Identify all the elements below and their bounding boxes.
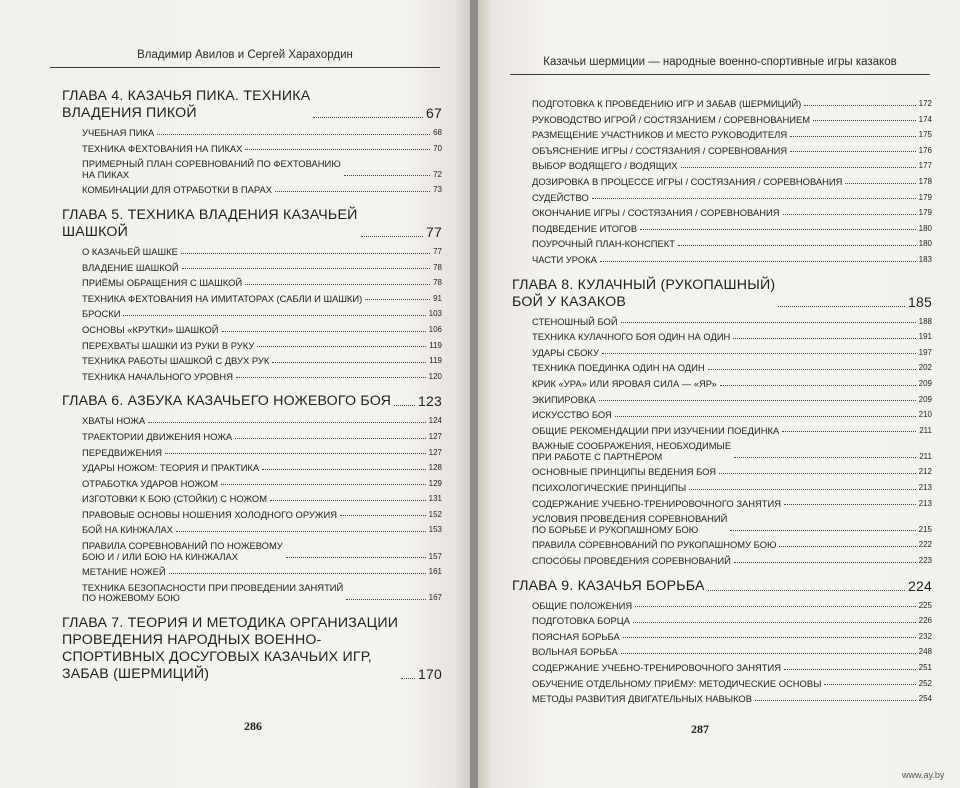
entry-title: МЕТАНИЕ НОЖЕЙ <box>82 566 166 578</box>
leader-dots <box>394 405 415 406</box>
entry-title: ДОЗИРОВКА В ПРОЦЕССЕ ИГРЫ / СОСТЯЗАНИЯ / СОРЕВНОВАНИЯ <box>532 175 843 187</box>
entry-page-number: 178 <box>918 176 932 186</box>
chapter-title: ГЛАВА 7. ТЕОРИЯ И МЕТОДИКА ОРГАНИЗАЦИИ ПРОВЕДЕНИЯ НАРОДНЫХ ВОЕННО- СПОРТИВНЫХ ДОСУГОВЫХ КАЗАЧЬИХ ИГР, ЗАБАВ (ШЕРМИЦИЙ) <box>62 615 399 683</box>
leader-dots <box>148 422 426 423</box>
leader-dots <box>708 590 905 591</box>
entry-page-number: 70 <box>433 143 442 153</box>
entry-page-number: 210 <box>918 410 932 420</box>
entry-page-number: 179 <box>918 192 932 202</box>
entry-title: ВЛАДЕНИЕ ШАШКОЙ <box>82 261 179 273</box>
toc-entry <box>532 191 932 207</box>
entry-page-number: 124 <box>428 416 442 426</box>
entry-page-number: 211 <box>919 451 932 461</box>
entry-title: КОМБИНАЦИИ ДЛЯ ОТРАБОТКИ В ПАРАХ <box>82 184 273 196</box>
toc-entry <box>532 481 932 497</box>
section-list <box>532 599 932 708</box>
toc-entry <box>82 492 442 508</box>
leader-dots <box>755 700 916 701</box>
entry-title: УЧЕБНАЯ ПИКА <box>82 127 155 138</box>
entry-page-number: 78 <box>433 278 442 288</box>
entry-page-number: 119 <box>429 340 442 350</box>
entry-page-number: 211 <box>919 425 932 435</box>
entry-page-number: 77 <box>433 246 442 256</box>
leader-dots <box>176 531 426 532</box>
chapter-title: ГЛАВА 8. КУЛАЧНЫЙ (РУКОПАШНЫЙ) БОЙ У КАЗАКОВ <box>512 276 776 310</box>
entry-page-number: 191 <box>918 332 932 342</box>
entry-page-number: 202 <box>918 363 932 373</box>
entry-title: ОБЩИЕ ПОЛОЖЕНИЯ <box>532 599 633 611</box>
leader-dots <box>790 136 916 137</box>
toc-entry <box>532 315 932 331</box>
leader-dots <box>621 322 916 323</box>
entry-title: ПОУРОЧНЫЙ ПЛАН-КОНСПЕКТ <box>532 238 675 250</box>
entry-title: ВАЖНЫЕ СООБРАЖЕНИЯ, НЕОБХОДИМЫЕ ПРИ РАБОТЕ С ПАРТНЁРОМ <box>532 440 732 462</box>
entry-title: УСЛОВИЯ ПРОВЕДЕНИЯ СОРЕВНОВАНИЙ ПО БОРЬБЕ И РУКОПАШНОМУ БОЮ <box>532 513 728 535</box>
leader-dots <box>340 515 426 516</box>
running-head: Казачьи шермиции — народные военно-спортивные игры казаков <box>510 56 930 75</box>
page-number: 287 <box>691 722 709 736</box>
leader-dots <box>678 245 916 246</box>
entry-title: ИЗГОТОВКИ К БОЮ (СТОЙКИ) С НОЖОМ <box>82 493 268 505</box>
leader-dots <box>257 346 426 347</box>
entry-title: ПЕРЕХВАТЫ ШАШКИ ИЗ РУКИ В РУКУ <box>82 339 255 351</box>
toc-entry <box>532 645 932 661</box>
toc-entry <box>82 126 442 142</box>
entry-page-number: 188 <box>918 316 932 326</box>
chapter-title: ГЛАВА 4. КАЗАЧЬЯ ПИКА. ТЕХНИКА ВЛАДЕНИЯ ПИКОЙ <box>62 88 311 121</box>
toc-entry <box>532 144 932 160</box>
toc-entry <box>82 539 442 565</box>
entry-page-number: 103 <box>428 309 442 319</box>
toc-entry <box>82 354 442 370</box>
entry-page-number: 157 <box>428 551 442 561</box>
entry-page-number: 176 <box>918 145 932 155</box>
entry-title: РАЗМЕЩЕНИЕ УЧАСТНИКОВ И МЕСТО РУКОВОДИТЕЛЯ <box>532 129 788 141</box>
toc-entry <box>532 424 932 440</box>
entry-page-number: 252 <box>918 678 932 688</box>
entry-page-number: 248 <box>918 647 932 657</box>
leader-dots <box>270 500 426 501</box>
right-page <box>478 0 960 788</box>
entry-title: ОБУЧЕНИЕ ОТДЕЛЬНОМУ ПРИЁМУ: МЕТОДИЧЕСКИЕ ОСНОВЫ <box>532 677 822 689</box>
leader-dots <box>182 268 430 269</box>
toc-entry <box>532 393 932 409</box>
entry-title: ВОЛЬНАЯ БОРЬБА <box>532 646 618 658</box>
entry-page-number: 175 <box>918 130 932 140</box>
toc-entry <box>532 497 932 513</box>
entry-page-number: 251 <box>918 663 932 672</box>
entry-page-number: 180 <box>918 223 932 233</box>
entry-title: ПРАВИЛА СОРЕВНОВАНИЙ ПО НОЖЕВОМУ БОЮ И / ИЛИ БОЮ НА КИНЖАЛАХ <box>82 540 283 562</box>
leader-dots <box>221 484 426 485</box>
leader-dots <box>272 362 426 363</box>
left-page <box>0 0 470 788</box>
entry-title: ОБЪЯСНЕНИЕ ИГРЫ / СОСТЯЗАНИЯ / СОРЕВНОВАНИЯ <box>532 144 788 156</box>
table-of-contents <box>512 93 932 708</box>
toc-entry <box>82 430 442 446</box>
leader-dots <box>165 453 426 454</box>
leader-dots <box>782 431 916 432</box>
leader-dots <box>602 353 916 354</box>
leader-dots <box>262 469 425 470</box>
toc-chapter <box>512 578 932 708</box>
toc-chapter <box>62 615 442 683</box>
toc-entry <box>532 677 932 693</box>
entry-page-number: 78 <box>433 262 442 272</box>
entry-title: ПОДГОТОВКА БОРЦА <box>532 615 630 627</box>
entry-title: ТЕХНИКА ФЕХТОВАНИЯ НА ИМИТАТОРАХ (САБЛИ И ШАШКИ) <box>82 292 363 304</box>
toc-entry <box>532 512 932 538</box>
entry-page-number: 91 <box>433 293 442 303</box>
entry-title: ЧАСТИ УРОКА <box>532 253 597 265</box>
leader-dots <box>734 562 916 563</box>
table-of-contents <box>62 88 442 683</box>
leader-dots <box>845 183 915 184</box>
entry-page-number: 254 <box>918 694 932 704</box>
leader-dots <box>346 599 425 600</box>
chapter-heading <box>512 277 932 311</box>
leader-dots <box>824 684 915 685</box>
leader-dots <box>681 167 916 168</box>
entry-title: ПРИМЕРНЫЙ ПЛАН СОРЕВНОВАНИЙ ПО ФЕХТОВАНИЮ НА ПИКАХ <box>82 158 341 180</box>
entry-title: УДАРЫ СБОКУ <box>532 346 599 358</box>
leader-dots <box>778 306 905 307</box>
entry-title: ХВАТЫ НОЖА <box>82 415 146 427</box>
toc-entry <box>532 113 932 129</box>
entry-title: ПРАВОВЫЕ ОСНОВЫ НОШЕНИЯ ХОЛОДНОГО ОРУЖИЯ <box>82 508 338 520</box>
entry-page-number: 222 <box>918 540 932 550</box>
toc-entry <box>532 408 932 424</box>
toc-entry <box>82 142 442 158</box>
entry-page-number: 209 <box>918 378 932 388</box>
leader-dots <box>689 489 915 490</box>
leader-dots <box>222 331 426 332</box>
leader-dots <box>720 385 916 386</box>
toc-entry <box>82 581 442 607</box>
entry-page-number: 120 <box>428 371 442 381</box>
entry-title: ТЕХНИКА БЕЗОПАСНОСТИ ПРИ ПРОВЕДЕНИИ ЗАНЯТИЙ ПО НОЖЕВОМУ БОЮ <box>82 581 344 604</box>
leader-dots <box>621 653 916 654</box>
chapter-heading <box>62 393 442 410</box>
toc-entry <box>82 565 442 581</box>
entry-page-number: 212 <box>918 467 932 477</box>
leader-dots <box>365 299 430 300</box>
leader-dots <box>615 416 916 417</box>
entry-title: ПОДГОТОВКА К ПРОВЕДЕНИЮ ИГР И ЗАБАВ (ШЕРМИЦИЙ) <box>532 98 802 109</box>
toc-entry <box>82 323 442 339</box>
chapter-title: ГЛАВА 6. АЗБУКА КАЗАЧЬЕГО НОЖЕВОГО БОЯ <box>62 393 392 410</box>
leader-dots <box>623 637 916 638</box>
chapter-page-number: 185 <box>908 293 932 310</box>
toc-entry <box>82 276 442 292</box>
entry-page-number: 213 <box>918 498 932 508</box>
running-head: Владимир Авилов и Сергей Харахордин <box>50 49 440 68</box>
entry-title: КРИК «УРА» ИЛИ ЯРОВАЯ СИЛА — «ЯР» <box>532 377 717 389</box>
entry-title: ТЕХНИКА ФЕХТОВАНИЯ НА ПИКАХ <box>82 142 243 154</box>
entry-title: ТЕХНИКА ПОЕДИНКА ОДИН НА ОДИН <box>532 362 705 374</box>
leader-dots <box>640 229 916 230</box>
leader-dots <box>169 573 426 574</box>
leader-dots <box>708 369 916 370</box>
leader-dots <box>401 678 415 679</box>
entry-page-number: 131 <box>428 494 442 504</box>
entry-page-number: 197 <box>918 347 932 357</box>
toc-entry <box>532 692 932 708</box>
leader-dots <box>275 191 430 192</box>
entry-title: ТЕХНИКА РАБОТЫ ШАШКОЙ С ДВУХ РУК <box>82 355 270 367</box>
toc-chapter <box>62 393 442 607</box>
entry-title: ОСНОВЫ «КРУТКИ» ШАШКОЙ <box>82 323 219 335</box>
leader-dots <box>804 105 915 106</box>
entry-page-number: 183 <box>918 254 932 264</box>
entry-title: БРОСКИ <box>82 308 121 320</box>
section-list <box>532 97 932 269</box>
entry-page-number: 127 <box>428 447 442 457</box>
toc-chapter <box>62 207 442 385</box>
chapter-page-number: 123 <box>418 393 442 410</box>
leader-dots <box>361 236 424 237</box>
leader-dots <box>635 606 915 607</box>
entry-page-number: 223 <box>918 556 932 566</box>
leader-dots <box>784 669 916 670</box>
leader-dots <box>235 438 425 439</box>
leader-dots <box>236 377 426 378</box>
leader-dots <box>592 198 916 199</box>
leader-dots <box>734 457 916 458</box>
entry-title: УДАРЫ НОЖОМ: ТЕОРИЯ И ПРАКТИКА <box>82 462 260 474</box>
chapter-page-number: 170 <box>418 666 442 683</box>
entry-title: ПЕРЕДВИЖЕНИЯ <box>82 446 163 458</box>
leader-dots <box>599 400 916 401</box>
leader-dots <box>730 530 915 531</box>
entry-page-number: 106 <box>428 324 442 334</box>
entry-title: ПОЯСНАЯ БОРЬБА <box>532 630 620 642</box>
section-list <box>82 245 442 385</box>
entry-title: ПСИХОЛОГИЧЕСКИЕ ПРИНЦИПЫ <box>532 482 687 494</box>
entry-title: МЕТОДЫ РАЗВИТИЯ ДВИГАТЕЛЬНЫХ НАВЫКОВ <box>532 693 752 705</box>
toc-entry <box>82 183 442 199</box>
toc-entry <box>532 630 932 646</box>
toc-entry <box>532 661 932 677</box>
toc-entry <box>532 614 932 630</box>
watermark: www.ay.by <box>902 770 945 780</box>
entry-title: О КАЗАЧЬЕЙ ШАШКЕ <box>82 245 178 257</box>
entry-title: ВЫБОР ВОДЯЩЕГО / ВОДЯЩИХ <box>532 160 678 172</box>
entry-title: БОЙ НА КИНЖАЛАХ <box>82 524 174 536</box>
entry-title: ОТРАБОТКА УДАРОВ НОЖОМ <box>82 477 219 489</box>
toc-entry <box>532 330 932 346</box>
entry-title: РУКОВОДСТВО ИГРОЙ / СОСТЯЗАНИЕМ / СОРЕВНОВАНИЕМ <box>532 113 811 125</box>
chapter-page-number: 224 <box>908 577 932 594</box>
leader-dots <box>286 557 426 558</box>
entry-page-number: 180 <box>918 239 932 249</box>
toc-entry <box>532 253 932 269</box>
entry-title: ЭКИПИРОВКА <box>532 393 596 405</box>
chapter-title: ГЛАВА 9. КАЗАЧЬЯ БОРЬБА <box>512 577 705 594</box>
entry-title: ПОДВЕДЕНИЕ ИТОГОВ <box>532 222 638 234</box>
chapter-heading <box>62 88 442 122</box>
chapter-title: ГЛАВА 5. ТЕХНИКА ВЛАДЕНИЯ КАЗАЧЬЕЙ ШАШКОЙ <box>62 206 358 240</box>
entry-title: ТРАЕКТОРИИ ДВИЖЕНИЯ НОЖА <box>82 430 233 442</box>
leader-dots <box>813 120 916 121</box>
toc-entry <box>82 523 442 539</box>
toc-entry <box>82 307 442 323</box>
leader-dots <box>784 504 916 505</box>
entry-title: ИСКУССТВО БОЯ <box>532 409 612 421</box>
entry-title: СПОСОБЫ ПРОВЕДЕНИЯ СОРЕВНОВАНИЙ <box>532 555 731 567</box>
toc-entry <box>532 206 932 222</box>
page-number: 286 <box>244 719 262 733</box>
toc-chapter <box>512 97 932 269</box>
entry-page-number: 68 <box>433 128 442 137</box>
leader-dots <box>245 284 430 285</box>
toc-entry <box>532 175 932 191</box>
toc-entry <box>82 261 442 277</box>
toc-entry <box>532 222 932 238</box>
entry-title: ТЕХНИКА КУЛАЧНОГО БОЯ ОДИН НА ОДИН <box>532 331 731 343</box>
toc-entry <box>532 599 932 615</box>
entry-title: СТЕНОШНЫЙ БОЙ <box>532 315 618 327</box>
leader-dots <box>790 151 916 152</box>
leader-dots <box>245 149 430 150</box>
chapter-heading <box>62 615 442 683</box>
entry-page-number: 161 <box>428 567 442 577</box>
toc-entry <box>532 128 932 144</box>
toc-chapter <box>512 277 932 570</box>
entry-title: ТЕХНИКА НАЧАЛЬНОГО УРОВНЯ <box>82 370 233 382</box>
chapter-page-number: 67 <box>426 105 442 121</box>
toc-entry <box>82 292 442 308</box>
toc-entry <box>82 446 442 462</box>
chapter-page-number: 77 <box>426 223 442 240</box>
entry-title: СОДЕРЖАНИЕ УЧЕБНО-ТРЕНИРОВОЧНОГО ЗАНЯТИЯ <box>532 497 782 509</box>
section-list <box>532 315 932 570</box>
leader-dots <box>719 473 916 474</box>
leader-dots <box>600 261 916 262</box>
entry-page-number: 232 <box>918 631 932 641</box>
entry-page-number: 179 <box>918 208 932 218</box>
entry-page-number: 226 <box>918 616 932 626</box>
entry-title: СОДЕРЖАНИЕ УЧЕБНО-ТРЕНИРОВОЧНОГО ЗАНЯТИЯ <box>532 662 782 673</box>
entry-page-number: 72 <box>433 169 442 179</box>
toc-entry <box>532 159 932 175</box>
toc-entry <box>532 554 932 570</box>
entry-page-number: 213 <box>918 483 932 493</box>
entry-page-number: 127 <box>428 431 442 441</box>
leader-dots <box>344 175 430 176</box>
book-gutter <box>470 0 478 788</box>
toc-entry <box>532 346 932 362</box>
toc-entry <box>82 414 442 430</box>
entry-page-number: 73 <box>433 185 442 195</box>
leader-dots <box>313 117 423 118</box>
toc-entry <box>82 157 442 183</box>
entry-page-number: 152 <box>428 509 442 519</box>
toc-chapter <box>62 88 442 199</box>
entry-page-number: 119 <box>429 356 442 366</box>
entry-page-number: 215 <box>918 524 932 534</box>
toc-entry <box>82 370 442 386</box>
toc-entry <box>532 538 932 554</box>
toc-entry <box>82 461 442 477</box>
leader-dots <box>181 253 430 254</box>
entry-page-number: 153 <box>428 525 442 535</box>
leader-dots <box>633 622 916 623</box>
toc-entry <box>82 508 442 524</box>
entry-title: ПРАВИЛА СОРЕВНОВАНИЙ ПО РУКОПАШНОМУ БОЮ <box>532 539 777 551</box>
leader-dots <box>123 315 425 316</box>
entry-page-number: 177 <box>918 161 932 171</box>
entry-page-number: 128 <box>428 463 442 473</box>
toc-entry <box>82 477 442 493</box>
entry-page-number: 172 <box>918 99 932 108</box>
toc-entry <box>532 439 932 465</box>
section-list <box>82 126 442 199</box>
entry-page-number: 174 <box>918 114 932 124</box>
toc-entry <box>82 339 442 355</box>
leader-dots <box>783 214 916 215</box>
toc-entry <box>532 377 932 393</box>
entry-page-number: 209 <box>918 394 932 404</box>
chapter-heading <box>62 207 442 241</box>
toc-entry <box>532 465 932 481</box>
leader-dots <box>733 338 915 339</box>
entry-title: ПРИЁМЫ ОБРАЩЕНИЯ С ШАШКОЙ <box>82 277 243 289</box>
entry-title: ОСНОВНЫЕ ПРИНЦИПЫ ВЕДЕНИЯ БОЯ <box>532 466 717 478</box>
entry-page-number: 129 <box>428 478 442 488</box>
toc-entry <box>532 237 932 253</box>
entry-title: СУДЕЙСТВО <box>532 191 589 203</box>
entry-title: ОБЩИЕ РЕКОМЕНДАЦИИ ПРИ ИЗУЧЕНИИ ПОЕДИНКА <box>532 424 780 436</box>
chapter-heading <box>512 578 932 595</box>
section-list <box>82 414 442 607</box>
leader-dots <box>779 546 915 547</box>
toc-entry <box>532 361 932 377</box>
toc-entry <box>82 245 442 261</box>
leader-dots <box>157 134 430 135</box>
toc-entry <box>532 97 932 113</box>
entry-page-number: 225 <box>918 600 932 610</box>
entry-title: ОКОНЧАНИЕ ИГРЫ / СОСТЯЗАНИЯ / СОРЕВНОВАНИЯ <box>532 207 780 219</box>
entry-page-number: 167 <box>428 593 442 603</box>
